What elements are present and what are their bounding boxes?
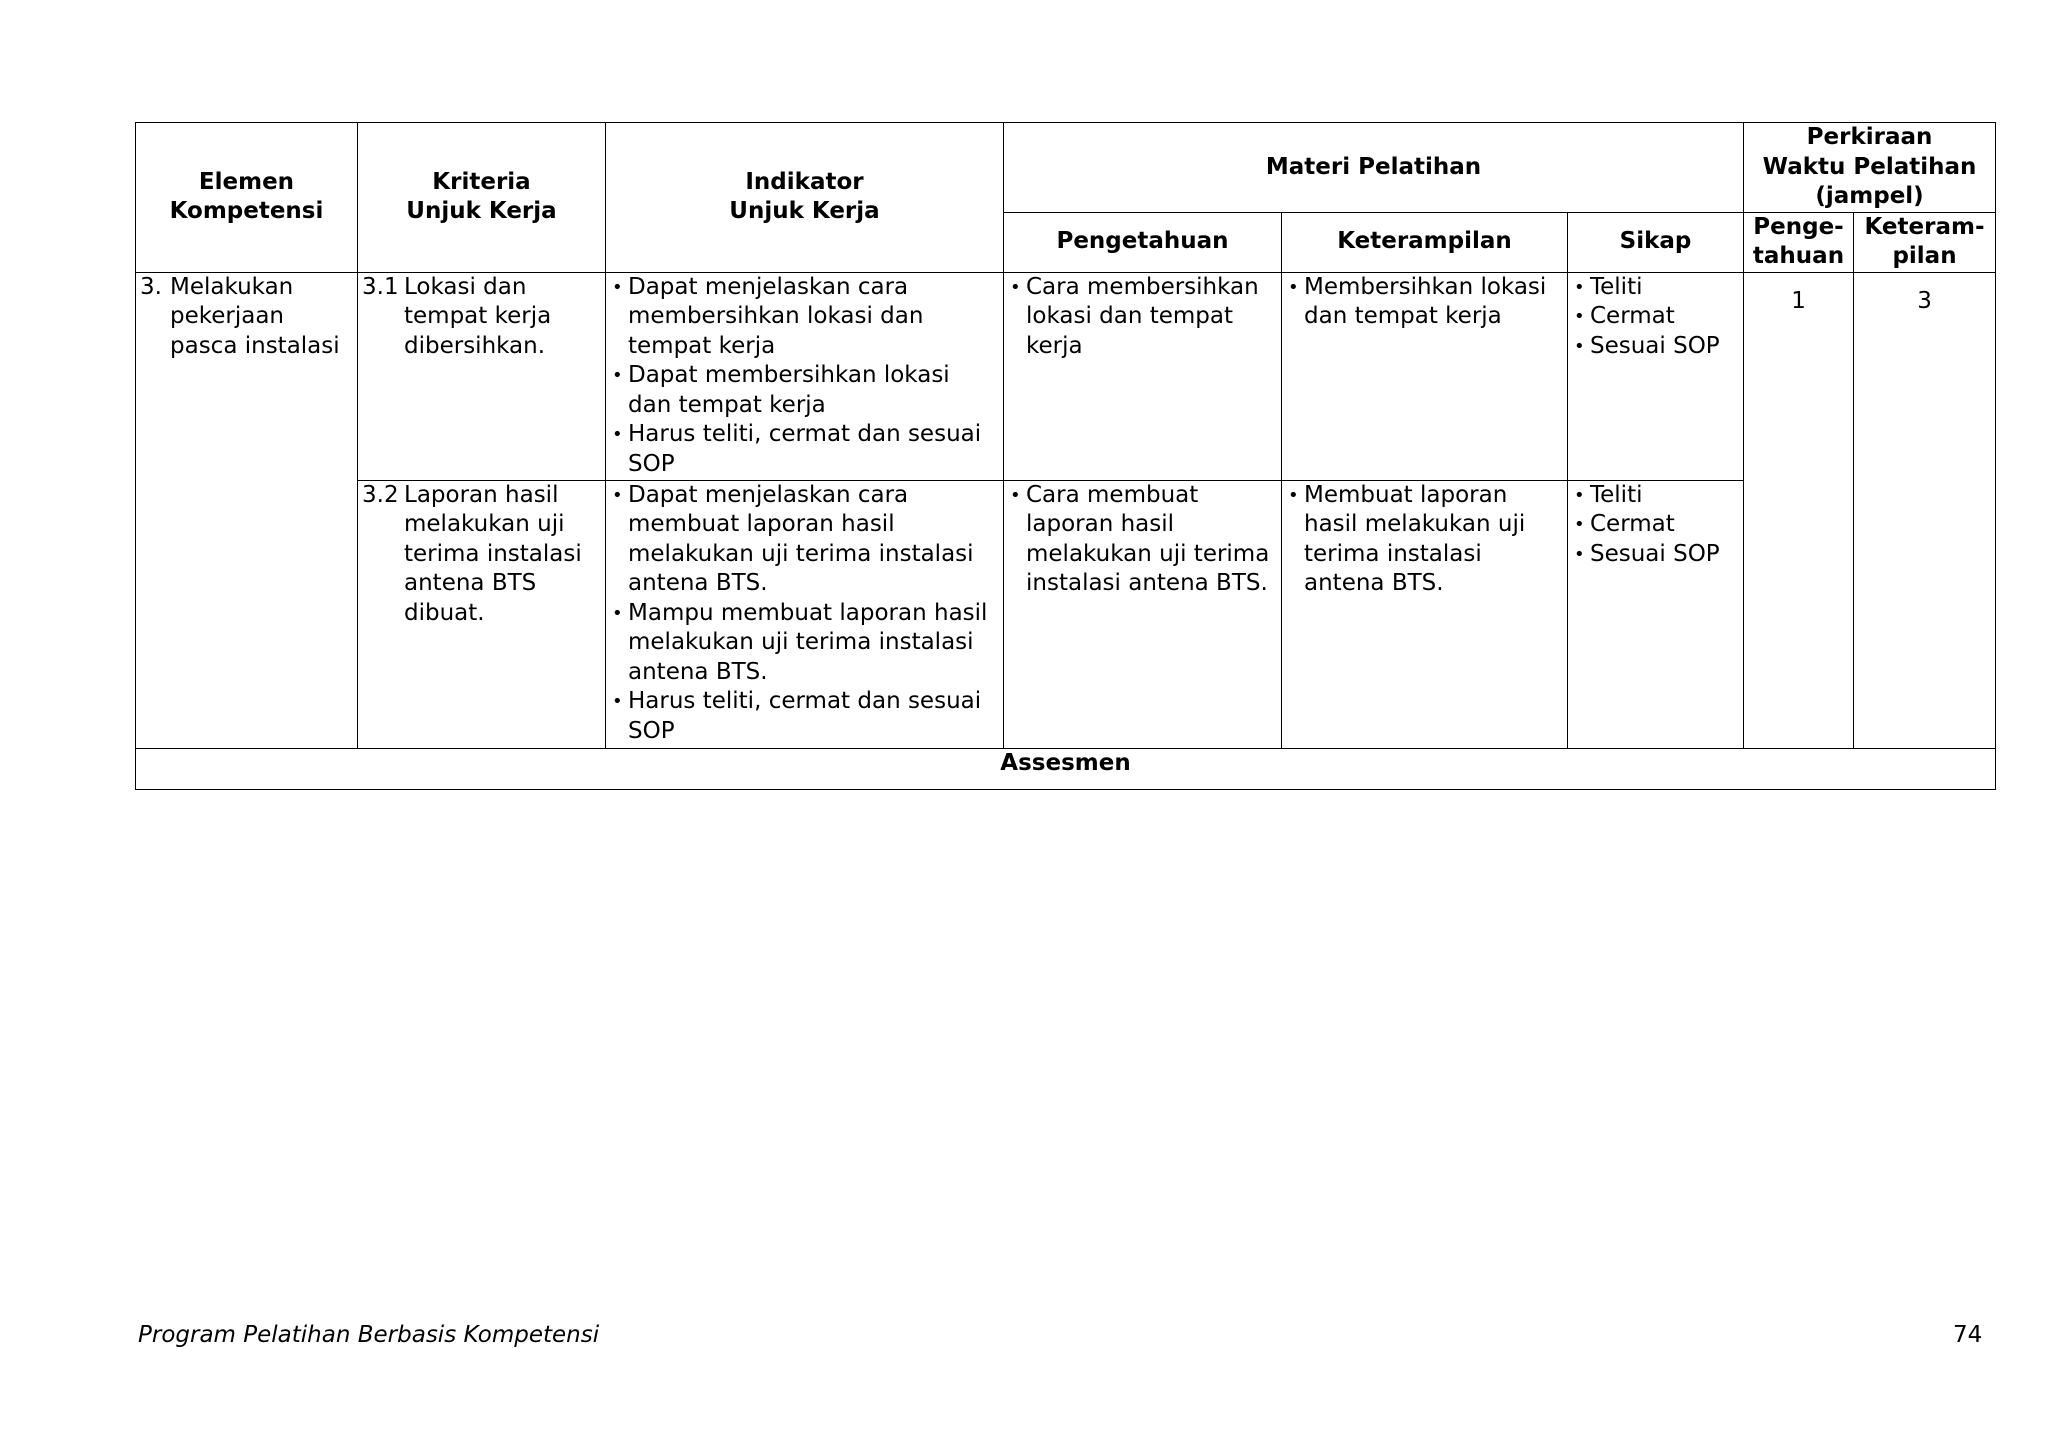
list-item: • Mampu membuat laporan hasil melakukan uji terima instalasi antena BTS. — [610, 599, 999, 688]
kriteria-cell: 3.1 Lokasi dan tempat kerja dibersihkan. — [358, 272, 606, 480]
list-item: • Cara membuat laporan hasil melakukan uji terima instalasi antena BTS. — [1008, 481, 1277, 599]
list-item: • Dapat menjelaskan cara membuat laporan hasil melakukan uji terima instalasi antena BTS. — [610, 481, 999, 599]
footer-title: Program Pelatihan Berbasis Kompetensi — [138, 1322, 600, 1348]
list-item: • Dapat menjelaskan cara membersihkan lokasi dan tempat kerja — [610, 273, 999, 362]
list-item: • Cara membersihkan lokasi dan tempat kerja — [1008, 273, 1277, 362]
header-materi-pelatihan: Materi Pelatihan — [1004, 123, 1744, 213]
header-waktu-pengetahuan: Penge- tahuan — [1744, 212, 1854, 272]
list-item: • Harus teliti, cermat dan sesuai SOP — [610, 687, 999, 746]
competency-table — [135, 122, 1996, 790]
list-item: • Membersihkan lokasi dan tempat kerja — [1286, 273, 1563, 332]
header-kriteria-unjuk-kerja: Kriteria Unjuk Kerja — [358, 123, 606, 273]
header-elemen-kompetensi: Elemen Kompetensi — [136, 123, 358, 273]
page-number: 74 — [1953, 1322, 1983, 1348]
list-item: • Dapat membersihkan lokasi dan tempat kerja — [610, 361, 999, 420]
list-item: • Sesuai SOP — [1572, 540, 1739, 570]
list-item: • Harus teliti, cermat dan sesuai SOP — [610, 420, 999, 479]
header-waktu-keterampilan: Keteram- pilan — [1854, 212, 1996, 272]
table-row — [136, 480, 1996, 748]
element-cell — [136, 272, 358, 748]
list-item: • Teliti — [1572, 273, 1739, 303]
assesmen-row: Assesmen — [136, 748, 1996, 789]
indikator-cell — [606, 272, 1004, 480]
kriteria-cell: 3.2 Laporan hasil melakukan uji terima instalasi antena BTS dibuat. — [358, 480, 606, 748]
list-item: • Teliti — [1572, 481, 1739, 511]
header-indikator-unjuk-kerja: Indikator Unjuk Kerja — [606, 123, 1004, 273]
header-perkiraan-waktu: Perkiraan Waktu Pelatihan (jampel) — [1744, 123, 1996, 213]
pengetahuan-cell — [1004, 272, 1282, 480]
indikator-cell — [606, 480, 1004, 748]
sikap-cell — [1568, 480, 1744, 748]
keterampilan-cell — [1282, 272, 1568, 480]
waktu-pengetahuan-value: 1 — [1744, 272, 1854, 748]
sikap-cell — [1568, 272, 1744, 480]
element-number: 3. — [140, 273, 162, 300]
table-row — [136, 272, 1996, 480]
header-pengetahuan: Pengetahuan — [1004, 212, 1282, 272]
list-item: • Sesuai SOP — [1572, 332, 1739, 362]
list-item: • Membuat laporan hasil melakukan uji terima instalasi antena BTS. — [1286, 481, 1563, 599]
element-text: Melakukan pekerjaan pasca instalasi — [170, 273, 340, 359]
header-sikap: Sikap — [1568, 212, 1744, 272]
list-item: • Cermat — [1572, 302, 1739, 332]
pengetahuan-cell — [1004, 480, 1282, 748]
header-keterampilan: Keterampilan — [1282, 212, 1568, 272]
waktu-keterampilan-value: 3 — [1854, 272, 1996, 748]
list-item: • Cermat — [1572, 510, 1739, 540]
keterampilan-cell — [1282, 480, 1568, 748]
